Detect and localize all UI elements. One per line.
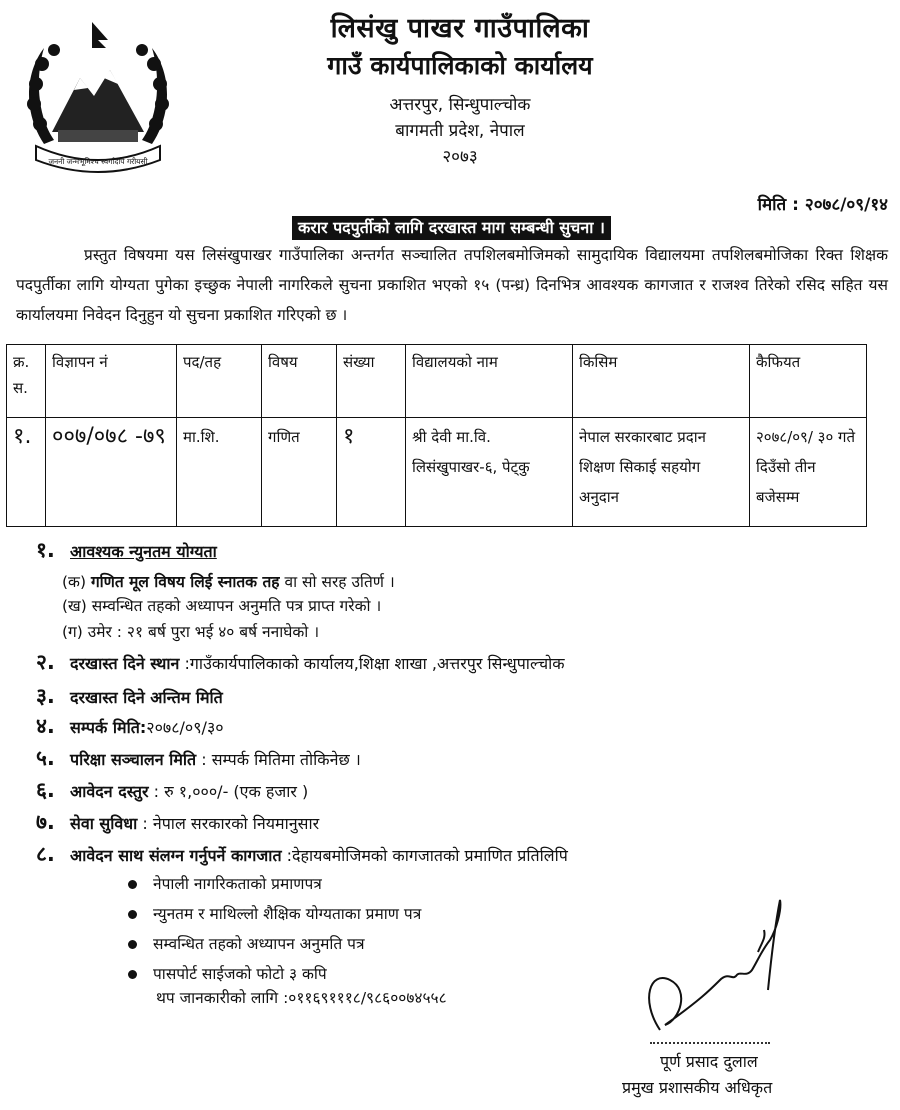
school-name: श्री देवी मा.वि. — [412, 428, 491, 446]
notice-body: प्रस्तुत विषयमा यस लिसंखुपाखर गाउँपालिका अन्तर्गत सञ्चालित तपशिलबमोजिमको सामुदायिक विद्यालयमा तपशिलबमोजिका रिक्त शिक्षक पदपुर्तीका लागि योग्यता पुगेका इच्छुक नेपाली नागरिकले सुचना प्रकाशित भएको १५ (पन्ध्र) दिनभित्र आवश्यक कागजात र राजश्व तिरेको रसिद सहित यस कार्यालयमा निवेदन दिनुहुन यो सुचना प्रकाशित गरिएको छ । — [16, 246, 888, 324]
cell-count: १ — [337, 418, 406, 527]
notice-title: करार पदपुर्तीको लागि दरखास्त माग सम्बन्धी सुचना । — [292, 216, 611, 240]
col-ad-no: विज्ञापन नं — [46, 345, 177, 418]
signature-line — [650, 1042, 770, 1044]
item-8: ८. आवेदन साथ संलग्न गर्नुपर्ने कागजात :देहायबमोजिमको कागजातको प्रमाणित प्रतिलिपि — [36, 842, 568, 866]
nepal-emblem-icon — [14, 14, 182, 182]
item-2: २. दरखास्त दिने स्थान :गाउँकार्यपालिकाको कार्यालय,शिक्षा शाखा ,अत्तरपुर सिन्धुपाल्चोक — [36, 650, 565, 674]
cell-type: नेपाल सरकारबाट प्रदान शिक्षण सिकाई सहयोग अनुदान — [573, 418, 750, 527]
cell-remarks: २०७८/०९/ ३० गते दिउँसो तीन बजेसम्म — [750, 418, 867, 527]
col-sn: क्र. स. — [7, 345, 46, 418]
item-1-c: (ग) उमेर : २१ बर्ष पुरा भई ४० बर्ष ननाघेको । — [62, 623, 320, 641]
item-4: ४. सम्पर्क मिति:२०७८/०९/३० — [36, 714, 224, 738]
item-5: ५. परिक्षा सञ्चालन मिति : सम्पर्क मितिमा तोकिनेछ । — [36, 746, 361, 770]
col-school: विद्यालयको नाम — [406, 345, 573, 418]
list-item: नेपाली नागरिकताको प्रमाणपत्र — [128, 872, 322, 894]
bullet-icon — [128, 940, 137, 949]
cell-subject: गणित — [262, 418, 337, 527]
item-1-a: (क) गणित मूल विषय लिई स्नातक तह वा सो सरह उतिर्ण । — [62, 573, 395, 591]
cell-sn: १. — [7, 418, 46, 527]
signatory-name: पूर्ण प्रसाद दुलाल — [660, 1052, 758, 1071]
office-name: गाउँ कार्यपालिकाको कार्यालय — [327, 51, 593, 80]
province-country: बागमती प्रदेश, नेपाल — [395, 121, 525, 141]
col-post: पद/तह — [177, 345, 262, 418]
school-address: लिसंखुपाखर-६, पेट्कु — [412, 458, 530, 476]
col-type: किसिम — [573, 345, 750, 418]
item-7: ७. सेवा सुविधा : नेपाल सरकारको नियमानुसार — [36, 810, 320, 834]
vacancy-table — [6, 344, 867, 527]
table-row — [7, 418, 867, 527]
bullet-icon — [128, 880, 137, 889]
bullet-icon — [128, 970, 137, 979]
signature-icon — [640, 880, 810, 1050]
bullet-icon — [128, 910, 137, 919]
item-1: १. आवश्यक न्युनतम योग्यता — [36, 538, 217, 562]
list-item: पासपोर्ट साईजको फोटो ३ कपि — [128, 962, 327, 984]
item-1-b: (ख) सम्वन्धित तहको अध्यापन अनुमति पत्र प्राप्त गरेको । — [62, 597, 382, 615]
list-item: सम्वन्धित तहको अध्यापन अनुमति पत्र — [128, 932, 365, 954]
emblem-motto: जननी जन्मभूमिश्च स्वर्गादपि गरीयसी — [48, 157, 148, 166]
signatory-designation: प्रमुख प्रशासकीय अधिकृत — [622, 1078, 773, 1097]
col-subject: विषय — [262, 345, 337, 418]
cell-school — [406, 418, 573, 527]
cell-post: मा.शि. — [177, 418, 262, 527]
municipality-name: लिसंखु पाखर गाउँपालिका — [330, 13, 590, 44]
established-year: २०७३ — [442, 147, 478, 167]
col-count: संख्या — [337, 345, 406, 418]
item-1-title: आवश्यक न्युनतम योग्यता — [70, 542, 217, 561]
contact-info: थप जानकारीको लागि :०११६९१११८/९८६००७४५५८ — [156, 989, 447, 1007]
notice-date: मिति : २०७८/०९/१४ — [757, 195, 888, 215]
office-address: अत्तरपुर, सिन्धुपाल्चोक — [389, 95, 531, 115]
col-remarks: कैफियत — [750, 345, 867, 418]
list-item: न्युनतम र माथिल्लो शैक्षिक योग्यताका प्रमाण पत्र — [128, 902, 421, 924]
item-3: ३. दरखास्त दिने अन्तिम मिति — [36, 684, 223, 708]
item-6: ६. आवेदन दस्तुर : रु १,०००/- (एक हजार ) — [36, 778, 309, 802]
table-header-row — [7, 345, 867, 418]
cell-ad-no: ००७/०७८ -७९ — [46, 418, 177, 527]
